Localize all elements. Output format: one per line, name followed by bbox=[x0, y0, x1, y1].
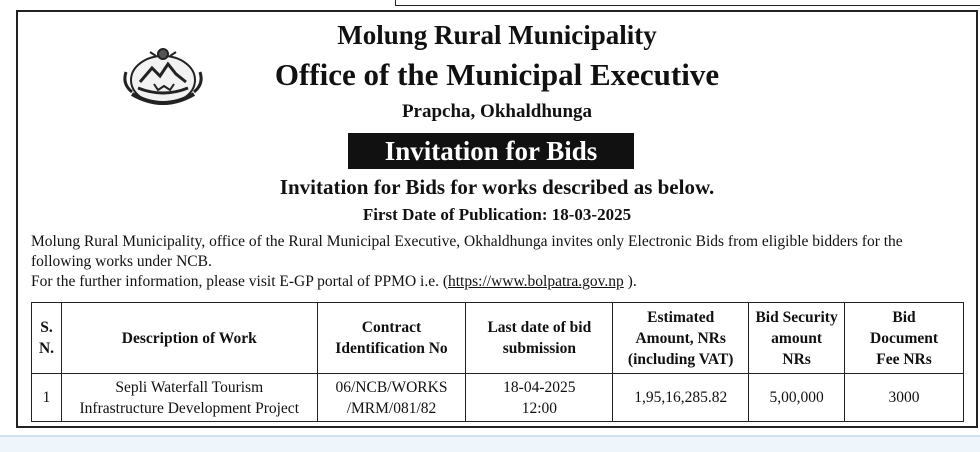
notice-banner: Invitation for Bids bbox=[348, 133, 634, 169]
table-row bbox=[32, 374, 964, 422]
header-bid-security: Bid Security amount NRs bbox=[749, 303, 845, 374]
header-sn: S. N. bbox=[32, 303, 62, 374]
bid-table bbox=[31, 302, 964, 422]
publication-date: First Date of Publication: 18-03-2025 bbox=[362, 205, 632, 224]
office-address: Prapcha, Okhaldhunga bbox=[401, 101, 593, 122]
cell-sn: 1 bbox=[32, 374, 62, 422]
cell-estimated-amount: 1,95,16,285.82 bbox=[613, 374, 749, 422]
notice-subtitle: Invitation for Bids for works described as below. bbox=[279, 175, 715, 199]
cell-contract: 06/NCB/WORKS /MRM/081/82 bbox=[317, 374, 466, 422]
further-info-line bbox=[31, 272, 966, 292]
cell-description: Sepli Waterfall Tourism Infrastructure Development Project bbox=[61, 374, 317, 422]
egp-portal-link[interactable]: https://www.bolpatra.gov.np bbox=[448, 273, 624, 290]
previous-notice-border bbox=[395, 0, 980, 6]
header-last-date: Last date of bid submission bbox=[466, 303, 613, 374]
further-info-suffix: ). bbox=[623, 273, 637, 290]
notice-paragraph: Molung Rural Municipality, office of the Rural Municipal Executive, Okhaldhunga invites only Electronic Bids from eligible bidders for the following works under NCB. bbox=[31, 233, 903, 270]
header-description: Description of Work bbox=[61, 303, 317, 374]
page-bottom-bar bbox=[0, 435, 980, 452]
table-header-row bbox=[32, 303, 964, 374]
cell-last-date: 18-04-2025 12:00 bbox=[466, 374, 613, 422]
header-bid-fee: Bid Document Fee NRs bbox=[845, 303, 964, 374]
header-contract: Contract Identification No bbox=[317, 303, 466, 374]
office-title: Office of the Municipal Executive bbox=[274, 57, 720, 92]
notice-body bbox=[31, 232, 966, 292]
further-info-prefix: For the further information, please visit E-GP portal of PPMO i.e. ( bbox=[31, 273, 448, 290]
municipality-name: Molung Rural Municipality bbox=[337, 20, 657, 50]
header-estimated-amount: Estimated Amount, NRs (including VAT) bbox=[613, 303, 749, 374]
cell-bid-fee: 3000 bbox=[845, 374, 964, 422]
cell-bid-security: 5,00,000 bbox=[749, 374, 845, 422]
